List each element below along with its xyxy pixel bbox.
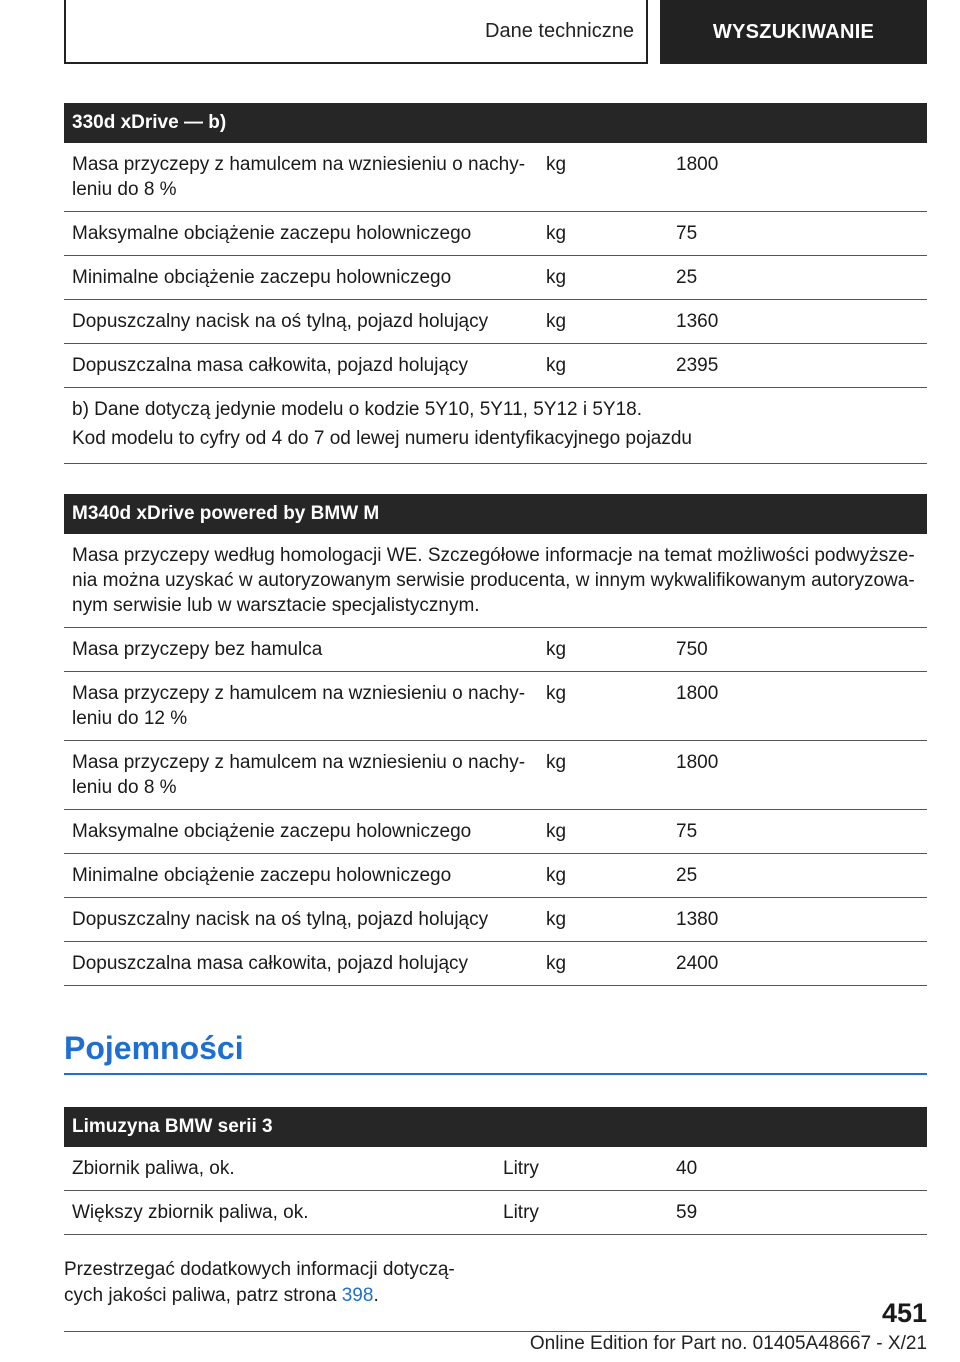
cell-label: Dopuszczalny nacisk na oś tylną, pojazd holujący (64, 898, 538, 942)
page-number: 451 (881, 1298, 927, 1328)
cell-label: Masa przyczepy z hamulcem na wzniesieniu o nachy- leniu do 8 % (64, 741, 538, 810)
cell-label: Minimalne obciążenie zaczepu holowniczego (64, 256, 538, 300)
cell-unit: kg (538, 628, 668, 672)
cell-label: Maksymalne obciążenie zaczepu holowniczego (64, 212, 538, 256)
cell-label: Dopuszczalna masa całkowita, pojazd holujący (64, 344, 538, 388)
footnote-line: b) Dane dotyczą jedynie modelu o kodzie 5Y10, 5Y11, 5Y12 i 5Y18. (72, 399, 643, 420)
cell-label: Zbiornik paliwa, ok. (64, 1147, 495, 1191)
cell-label: Minimalne obciążenie zaczepu holowniczego (64, 854, 538, 898)
table-footnote (64, 388, 927, 464)
cell-label: Dopuszczalna masa całkowita, pojazd holujący (64, 942, 538, 986)
cell-value: 1800 (668, 672, 927, 741)
table-title: M340d xDrive powered by BMW M (64, 494, 927, 534)
search-tab[interactable]: WYSZUKIWANIE (660, 0, 927, 64)
cell-label: Masa przyczepy bez hamulca (64, 628, 538, 672)
cell-value: 2400 (668, 942, 927, 986)
cell-value: 750 (668, 628, 927, 672)
cell-value: 2395 (668, 344, 927, 388)
table-m340d-xdrive (64, 494, 927, 986)
table-row (64, 344, 927, 388)
table-row (64, 628, 927, 672)
cell-unit: kg (538, 741, 668, 810)
cell-value: 75 (668, 810, 927, 854)
cell-value: 25 (668, 256, 927, 300)
cell-unit: kg (538, 898, 668, 942)
cell-unit: kg (538, 256, 668, 300)
table-row (64, 672, 927, 741)
paragraph-text: Przestrzegać dodatkowych informacji dotyczą- (64, 1259, 455, 1280)
cell-label: Maksymalne obciążenie zaczepu holowniczego (64, 810, 538, 854)
cell-label: Masa przyczepy z hamulcem na wzniesieniu o nachy- leniu do 8 % (64, 143, 538, 212)
cell-unit: Litry (495, 1147, 668, 1191)
footnote-line: Kod modelu to cyfry od 4 do 7 od lewej numeru identyfikacyjnego pojazdu (72, 428, 692, 449)
table-row (64, 854, 927, 898)
cell-unit: kg (538, 854, 668, 898)
cell-unit: kg (538, 942, 668, 986)
section-title: Pojemności (64, 1022, 927, 1075)
table-330d-xdrive (64, 103, 927, 464)
cell-unit: kg (538, 344, 668, 388)
cell-value: 1800 (668, 143, 927, 212)
table-title: 330d xDrive — b) (64, 103, 927, 143)
cell-unit: kg (538, 810, 668, 854)
table-row (64, 810, 927, 854)
cell-value: 1360 (668, 300, 927, 344)
table-row (64, 143, 927, 212)
cell-value: 25 (668, 854, 927, 898)
table-row (64, 212, 927, 256)
cell-value: 1380 (668, 898, 927, 942)
footer-divider (64, 1331, 860, 1332)
cell-label: Masa przyczepy z hamulcem na wzniesieniu o nachy- leniu do 12 % (64, 672, 538, 741)
table-row (64, 300, 927, 344)
cell-unit: kg (538, 143, 668, 212)
table-limuzyna (64, 1107, 927, 1235)
table-row (64, 256, 927, 300)
table-row (64, 1147, 927, 1191)
paragraph-text: . (373, 1285, 379, 1306)
table-row (64, 741, 927, 810)
cell-unit: kg (538, 300, 668, 344)
cell-unit: Litry (495, 1191, 668, 1235)
cell-label: Dopuszczalny nacisk na oś tylną, pojazd holujący (64, 300, 538, 344)
table-row (64, 1191, 927, 1235)
table-row (64, 898, 927, 942)
cell-label: Większy zbiornik paliwa, ok. (64, 1191, 495, 1235)
cell-value: 59 (668, 1191, 927, 1235)
cell-value: 75 (668, 212, 927, 256)
cell-unit: kg (538, 212, 668, 256)
paragraph-text: cych jakości paliwa, patrz strona (64, 1285, 342, 1306)
cell-value: 1800 (668, 741, 927, 810)
table-row (64, 942, 927, 986)
page-header (64, 0, 927, 64)
page-link[interactable]: 398 (341, 1285, 374, 1306)
table-intro: Masa przyczepy według homologacji WE. Szczegółowe informacje na temat możliwości podwyższe- nia można uzyskać w autoryzowanym serwisie producenta, w innym wykwalifikowanym autoryzowa- nym serwisie lub w warsztacie specjalistycznym. (64, 534, 927, 628)
footer-text: Online Edition for Part no. 01405A48667 - X/21 (529, 1333, 927, 1354)
fuel-quality-note (64, 1257, 474, 1309)
section-tab-dane-techniczne[interactable]: Dane techniczne (64, 0, 648, 64)
cell-value: 40 (668, 1147, 927, 1191)
cell-unit: kg (538, 672, 668, 741)
main-content (64, 103, 927, 1309)
table-title: Limuzyna BMW serii 3 (64, 1107, 927, 1147)
